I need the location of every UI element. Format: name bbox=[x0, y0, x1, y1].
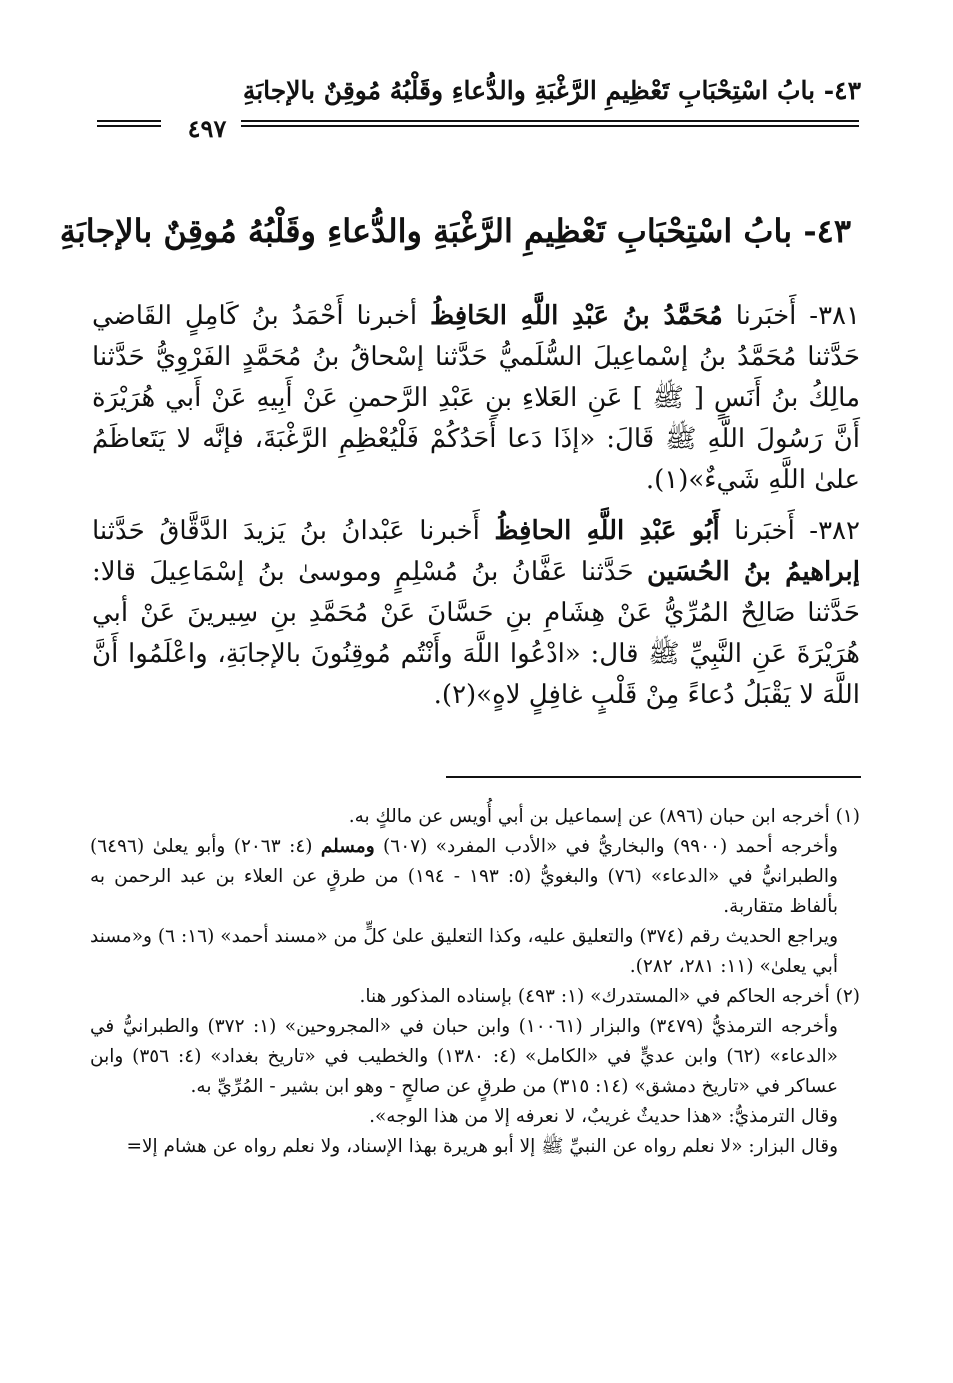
footnote-1-para-2-b: (٤: ٢٠٦٣) وأبو يعلىٰ (٦٤٩٦) والطبرانيُّ في «الدعاء» (٧٦) والبغويُّ (٥: ١٩٣ - ١٩٤) من طرقٍ عن العلاء بن عبد الرحمن به بألفاظ متقاربة. bbox=[90, 836, 838, 917]
hadith-382-text-a: ٣٨٢- أَخبَرنا bbox=[719, 516, 860, 546]
hadith-382 bbox=[92, 511, 860, 716]
chapter-heading: ٤٣- بابُ اسْتِحْبَابِ تَعْظِيمِ الرَّغْبَةِ والدُّعاءِ وقَلْبُهُ مُوقِنٌ بالإجابَةِ bbox=[59, 212, 851, 250]
header-rule-left bbox=[97, 120, 161, 127]
footnote-1-para-3: ويراجع الحديث رقم (٣٧٤) والتعليق عليه، وكذا التعليق علىٰ كلٍّ من «مسند أحمد» (١٦: ٦) و«مسند أبي يعلىٰ» (١١: ٢٨١، ٢٨٢). bbox=[90, 926, 839, 977]
footnote-1-para-2 bbox=[90, 832, 860, 922]
footnote-2-line-1: (٢) أخرجه الحاكم في «المستدرك» (١: ٤٩٣) بإسناده المذكور هنا. bbox=[359, 986, 860, 1007]
page-number: ٤٩٧ bbox=[187, 114, 227, 143]
footnote-2-para-4: وقال البزار: «لا نعلم رواه عن النبيِّ ﷺ إلا أبو هريرة بهذا الإسناد، ولا نعلم رواه عن هشام إلا= bbox=[126, 1136, 838, 1157]
footnote-2-para-2: وأخرجه الترمذيُّ (٣٤٧٩) والبزار (١٠٠٦١) وابن حبان في «المجروحين» (١: ٣٧٢) والطبرانيُّ في «الدعاء» (٦٢) وابن عديٍّ في «الكامل» (٤: ١٣٨٠) والخطيب في «تاريخ بغداد» (٤: ٣٥٦) وابن عساكر في «تاريخ دمشق» (١٤: ٣١٥) من طرقٍ عن صالحٍ - وهو ابن بشير - المُرِّيِّ به. bbox=[90, 1016, 838, 1097]
hadith-382-narrator-b: إبراهيمُ بنُ الحُسَين bbox=[646, 557, 860, 587]
hadith-382-text-c: حَدَّثنا عَفَّانُ بنُ مُسْلِمٍ وموسىٰ بنُ إسْمَاعِيلَ قالا: حَدَّثنا صَالِحٌ المُرِّيُّ عَنْ هِشَامِ بنِ حَسَّانَ عَنْ مُحَمَّدِ بنِ سِيرينَ عَنْ أبي هُرَيْرَةَ عَنِ النَّبِيِّ ﷺ قال: «ادْعُوا اللَّهَ وأَنْتُم مُوقِنُونَ بالإجابَةِ، واعْلَمُوا أَنَّ اللَّهَ لا يَقْبَلُ دُعاءً مِنْ قَلْبٍ غافِلٍ لاهٍ»(٢). bbox=[92, 557, 860, 710]
running-header-title: ٤٣- بابُ اسْتِحْبَابِ تَعْظِيمِ الرَّغْبَةِ والدُّعاءِ وقَلْبُهُ مُوقِنٌ بالإجابَةِ bbox=[242, 76, 861, 105]
hadith-381-text-a: ٣٨١- أَخبَرنا bbox=[722, 301, 860, 331]
footnotes bbox=[90, 802, 860, 1162]
hadith-381-narrator: مُحَمَّدُ بنُ عَبْدِ اللَّهِ الحَافِظُ bbox=[430, 301, 723, 331]
hadith-381-text-b: أخبرنا أَحْمَدُ بنُ كَامِلٍ القَاضي حَدَّثنا مُحَمَّدُ بنُ إسْماعِيلَ السُّلَميُّ حَدَّثنا إسْحاقُ بنُ مُحَمَّدٍ الفَرْوِيُّ حَدَّثنا مالِكُ بنُ أَنَسٍ [ ﷺ ] عَنِ العَلاءِ بنِ عَبْدِ الرَّحمنِ عَنْ أَبِيهِ عَنْ أَبي هُرَيْرَة أَنَّ رَسُولَ اللَّهِ ﷺ قَالَ: «إذَا دَعا أَحَدُكُمْ فَلْيُعْظِمِ الرَّغْبَةَ، فإنَّه لا يَتَعاظَمُ علىٰ اللَّهِ شَيءٌ»(١). bbox=[92, 301, 860, 495]
footnote-1-para-2-a: وأخرجه أحمد (٩٩٠٠) والبخاريُّ في «الأدب المفرد» (٦٠٧) bbox=[374, 836, 838, 857]
hadith-body bbox=[92, 296, 860, 726]
footnote-divider bbox=[446, 776, 861, 778]
header-rule bbox=[241, 120, 859, 127]
footnote-1-muslim: ومسلم bbox=[320, 836, 375, 857]
hadith-382-text-b: أَخبرنا عَبْدانُ بنُ يَزيدَ الدَّقَّاقُ حَدَّثنا bbox=[92, 516, 495, 546]
hadith-381 bbox=[92, 296, 860, 501]
footnote-1-line-1: (١) أخرجه ابن حبان (٨٩٦) عن إسماعيل بن أبي أُويس عن مالكٍ به. bbox=[348, 806, 860, 827]
footnote-2-para-3: وقال الترمذيُّ: «هذا حديثٌ غريبٌ، لا نعرفه إلا من هذا الوجه». bbox=[369, 1106, 838, 1127]
hadith-382-narrator-a: أَبُو عَبْدِ اللَّهِ الحافِظُ bbox=[494, 516, 720, 546]
